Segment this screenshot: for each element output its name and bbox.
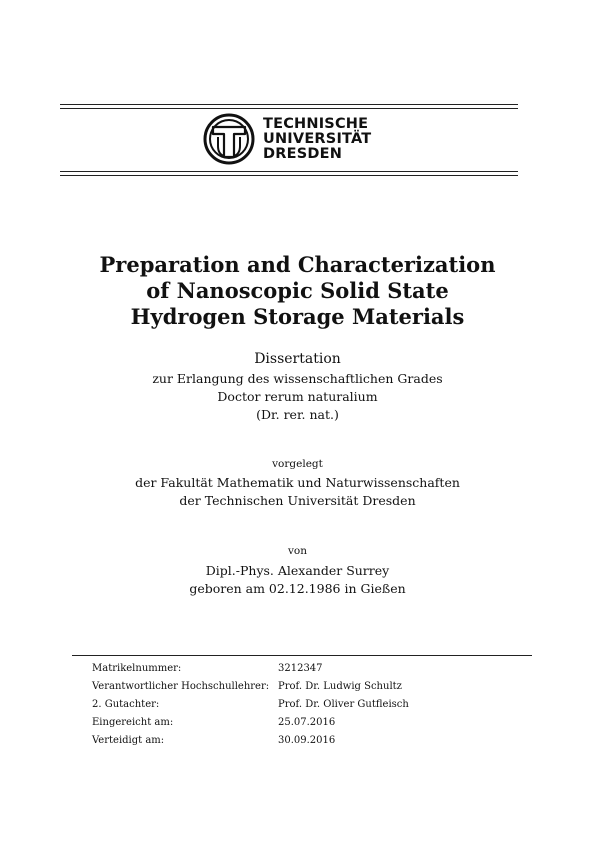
meta-row xyxy=(92,732,522,750)
author-block xyxy=(60,543,535,598)
author-label: von xyxy=(287,545,308,557)
header-rule-top-2 xyxy=(60,108,518,109)
header-rule-top-1 xyxy=(60,104,518,105)
meta-key: Verteidigt am: xyxy=(92,735,165,746)
meta-key: Verantwortlicher Hochschullehrer: xyxy=(92,681,270,692)
author-name: Dipl.-Phys. Alexander Surrey xyxy=(205,563,390,578)
title-line-1: Preparation and Characterization xyxy=(99,252,496,277)
meta-divider xyxy=(72,655,532,656)
title-line-3: Hydrogen Storage Materials xyxy=(130,304,465,329)
dissertation-heading: Dissertation xyxy=(254,351,341,367)
meta-value: 30.09.2016 xyxy=(278,735,336,746)
dissertation-block xyxy=(60,350,535,424)
meta-value: Prof. Dr. Ludwig Schultz xyxy=(278,681,402,692)
title-line-2: of Nanoscopic Solid State xyxy=(146,278,449,303)
tu-dresden-logo-icon xyxy=(203,113,255,165)
meta-row xyxy=(92,660,522,678)
meta-row xyxy=(92,678,522,696)
logo-line-1: TECHNISCHE xyxy=(263,115,369,132)
header-rule-bottom-1 xyxy=(60,171,518,172)
logo-line-3: DRESDEN xyxy=(263,145,343,162)
author-birth: geboren am 02.12.1986 in Gießen xyxy=(189,581,406,596)
header-rule-bottom-2 xyxy=(60,175,518,176)
thesis-title xyxy=(60,252,535,330)
meta-row xyxy=(92,696,522,714)
meta-key: Eingereicht am: xyxy=(92,717,174,728)
faculty-line: der Fakultät Mathematik und Naturwissenschaften xyxy=(135,475,460,490)
degree-line-1: zur Erlangung des wissenschaftlichen Grades xyxy=(152,371,443,386)
university-line: der Technischen Universität Dresden xyxy=(179,493,416,508)
degree-line-3: (Dr. rer. nat.) xyxy=(256,407,339,422)
meta-key: 2. Gutachter: xyxy=(92,699,160,710)
meta-value: 25.07.2016 xyxy=(278,717,336,728)
logo-line-2: UNIVERSITÄT xyxy=(263,130,372,147)
degree-line-2: Doctor rerum naturalium xyxy=(217,389,378,404)
meta-value: Prof. Dr. Oliver Gutfleisch xyxy=(278,699,409,710)
university-name xyxy=(263,117,371,162)
university-logo xyxy=(203,113,403,165)
meta-value: 3212347 xyxy=(278,663,323,674)
meta-key: Matrikelnummer: xyxy=(92,663,182,674)
submission-label: vorgelegt xyxy=(272,458,323,470)
meta-row xyxy=(92,714,522,732)
metadata-table xyxy=(92,660,522,750)
submission-block xyxy=(60,456,535,510)
